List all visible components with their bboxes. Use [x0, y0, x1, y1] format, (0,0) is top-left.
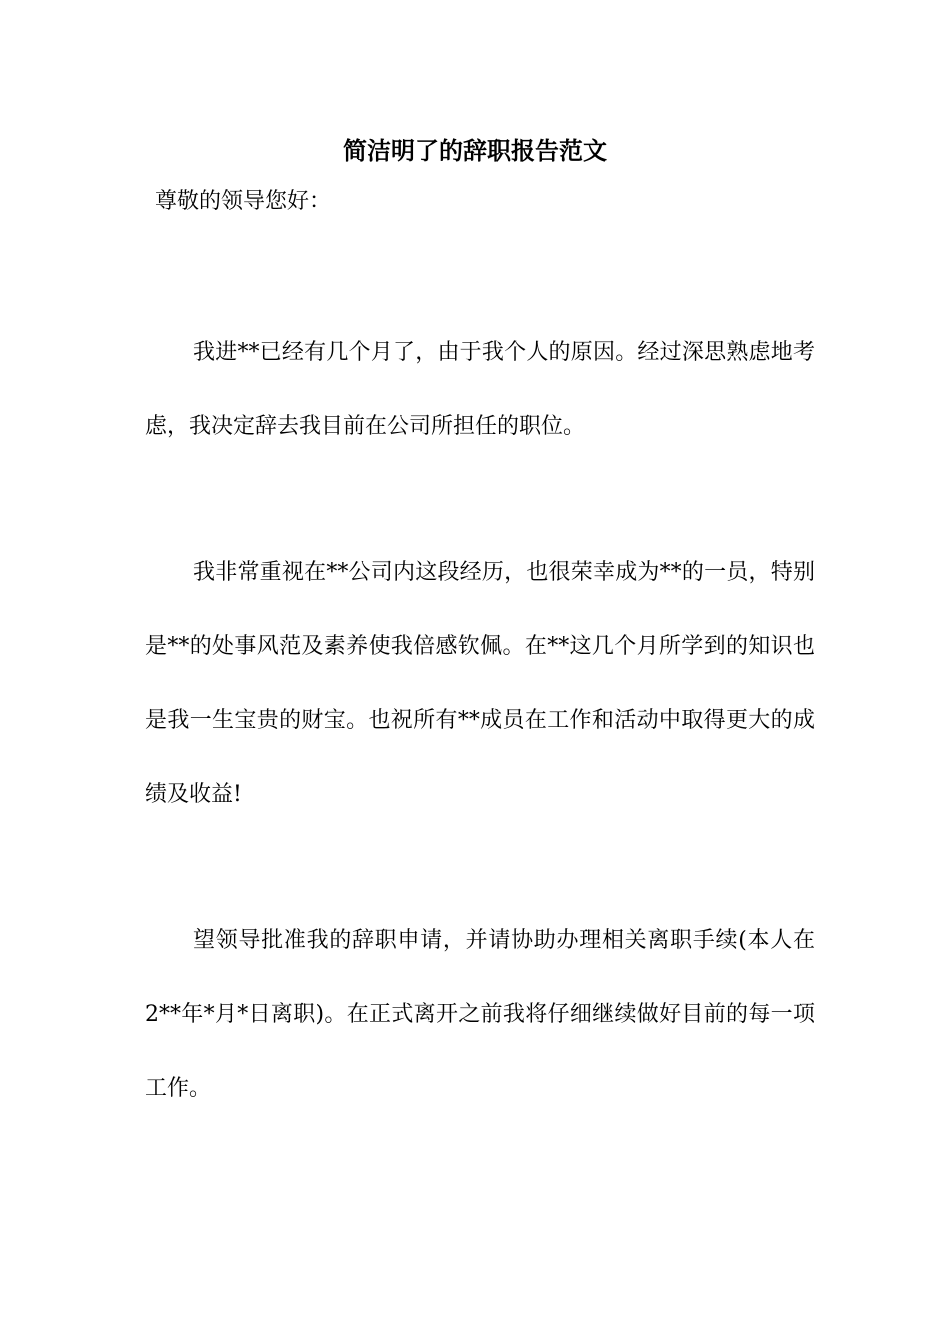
paragraph-1: 我进**已经有几个月了，由于我个人的原因。经过深思熟虑地考虑，我决定辞去我目前在公司所担任的职位。: [145, 340, 815, 439]
paragraph-2: 我非常重视在**公司内这段经历，也很荣幸成为**的一员，特别是**的处事风范及素养使我倍感钦佩。在**这几个月所学到的知识也是我一生宝贵的财宝。也祝所有**成员在工作和活动中取得更大的成绩及收益!: [145, 560, 815, 807]
paragraph-3: 望领导批准我的辞职申请，并请协助办理相关离职手续(本人在 2**年*月*日离职)。在正式离开之前我将仔细继续做好目前的每一项工作。: [145, 928, 815, 1101]
salutation: 尊敬的领导您好：: [155, 189, 332, 214]
document-title: 简洁明了的辞职报告范文: [343, 136, 607, 165]
